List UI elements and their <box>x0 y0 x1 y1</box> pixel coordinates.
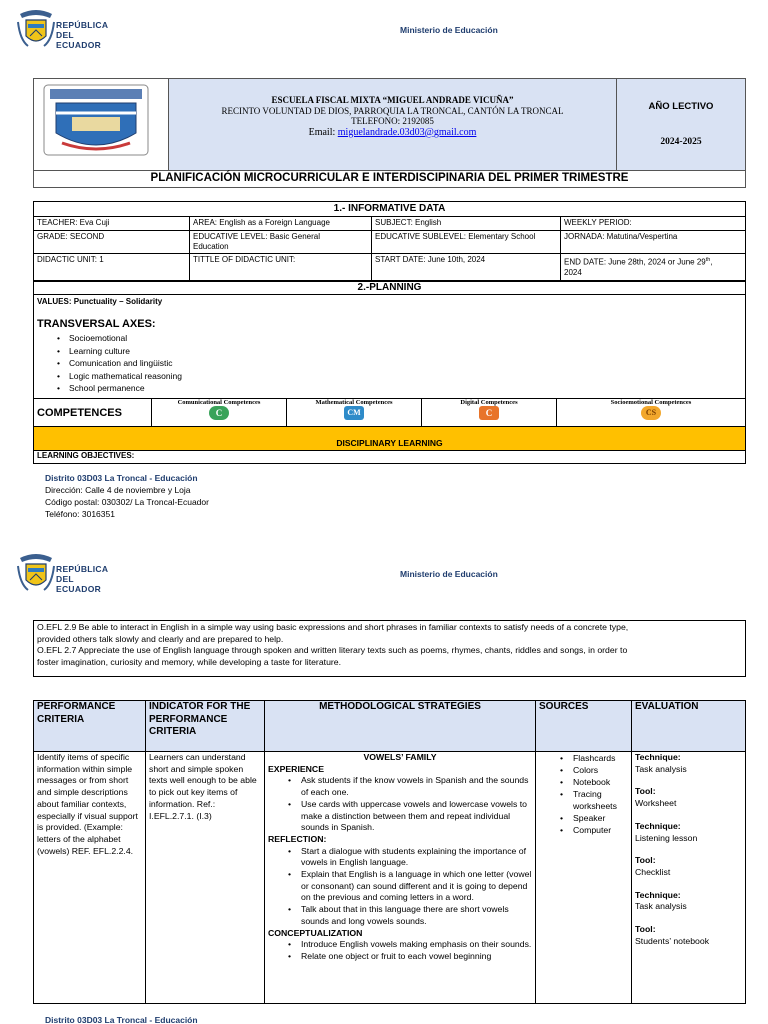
school-logo-cell <box>34 79 169 171</box>
unit-title-cell: TITTLE OF DIDACTIC UNIT: <box>190 254 372 281</box>
performance-table <box>33 700 746 1004</box>
values-text: VALUES: Punctuality – Solidarity <box>37 297 163 306</box>
page-footer <box>45 472 209 520</box>
evaluation-item: Tool: Students’ notebook <box>635 924 710 946</box>
digital-competence-icon: C <box>479 406 499 420</box>
objective-line: provided others talk slowly and clearly and are prepared to help. <box>37 633 284 644</box>
school-phone: TELEFONO: 2192085 <box>351 116 434 126</box>
ministry-name: Ministerio de Educación <box>400 25 498 35</box>
communicational-competence-icon: C <box>209 406 229 420</box>
header-methodological-strategies: METHODOLOGICAL STRATEGIES <box>265 701 536 752</box>
school-info-cell <box>169 79 617 171</box>
indicator-cell: Learners can understand short and simple spoken texts well enough to be able to pick out key items of information. Ref.: I.EFL.2.7.1. (I.3) <box>146 752 265 1004</box>
end-date-cell: END DATE: June 28th, 2024 or June 29th, 2024 <box>561 254 746 281</box>
evaluation-cell <box>632 752 746 1004</box>
ecuador-coat-of-arms-icon <box>16 552 56 596</box>
evaluation-item: Tool: Worksheet <box>635 786 677 809</box>
footer-address: Dirección: Calle 4 de noviembre y Loja <box>45 485 191 495</box>
header-sources: SOURCES <box>536 701 632 752</box>
socioemotional-competence-icon: CS <box>641 406 661 420</box>
list-item: • Tracing worksheets <box>538 788 629 812</box>
competence-socioemotional: Socioemotional Competences CS <box>557 399 746 427</box>
informative-data-table <box>33 201 746 281</box>
competence-mathematical: Mathematical Competences CM <box>287 399 422 427</box>
objectives-box <box>33 620 746 677</box>
conceptualization-list <box>268 939 532 962</box>
competence-digital: Digital Competences C <box>422 399 557 427</box>
planning-table <box>33 281 746 464</box>
ecuador-coat-of-arms-icon <box>16 8 56 52</box>
page-footer-2 <box>45 1014 198 1024</box>
strategies-cell <box>265 752 536 1004</box>
objective-line: foster imagination, curiosity and memory, while developing a taste for literature. <box>37 656 342 667</box>
republic-logo <box>16 550 116 598</box>
list-item: • Socioemotional <box>37 332 742 345</box>
evaluation-item: Technique: Task analysis <box>635 752 687 774</box>
evaluation-item: Tool: Checklist <box>635 855 671 877</box>
teacher-cell: TEACHER: Eva Cuji <box>34 217 190 231</box>
list-item: • Ask students if the know vowels in Spanish and the sounds of each one. <box>268 775 532 798</box>
republic-text: REPÚBLICA DEL ECUADOR <box>56 564 109 594</box>
list-item: • Notebook <box>538 776 629 788</box>
competence-communicational: Comunicational Competences C <box>152 399 287 427</box>
plan-title: PLANIFICACIÓN MICROCURRICULAR E INTERDISCIPINARIA DEL PRIMER TRIMESTRE <box>34 171 746 188</box>
school-email-line: Email: miguelandrade.03d03@gmail.com <box>308 126 477 138</box>
list-item: • School permanence <box>37 382 742 395</box>
list-item: • Computer <box>538 824 629 836</box>
objective-line: O.EFL 2.7 Appreciate the use of English language through spoken and written literary texts such as poems, rhymes, chants, riddles and songs, in order to <box>37 645 628 655</box>
experience-heading: EXPERIENCE <box>268 763 325 774</box>
header-indicator: INDICATOR FOR THE PERFORMANCE CRITERIA <box>146 701 265 752</box>
evaluation-item: Technique: Task analysis <box>635 889 687 912</box>
reflection-heading: REFLECTION: <box>268 833 327 844</box>
values-axes-cell <box>34 295 746 399</box>
disciplinary-learning-bar: DISCIPLINARY LEARNING <box>34 427 746 451</box>
subject-cell: SUBJECT: English <box>372 217 561 231</box>
list-item: • Logic mathematical reasoning <box>37 370 742 383</box>
didactic-unit-cell: DIDACTIC UNIT: 1 <box>34 254 190 281</box>
jornada-cell: JORNADA: Matutina/Vespertina <box>561 231 746 254</box>
transversal-axes-title: TRANSVERSAL AXES: <box>37 318 156 330</box>
list-item: • Colors <box>538 764 629 776</box>
weekly-period-cell: WEEKLY PERIOD: <box>561 217 746 231</box>
list-item: • Learning culture <box>37 345 742 358</box>
school-crest-icon <box>42 83 150 157</box>
educative-level-cell: EDUCATIVE LEVEL: Basic General Education <box>190 231 372 254</box>
school-email-link[interactable]: miguelandrade.03d03@gmail.com <box>337 126 477 138</box>
competences-label: COMPETENCES <box>34 399 152 427</box>
mathematical-competence-icon: CM <box>344 406 364 420</box>
school-year: 2024-2025 <box>660 137 702 147</box>
transversal-axes-list <box>37 332 742 395</box>
school-address: RECINTO VOLUNTAD DE DIOS, PARROQUIA LA TRONCAL, CANTÓN LA TRONCAL <box>221 105 564 116</box>
school-year-cell <box>617 79 746 171</box>
grade-cell: GRADE: SECOND <box>34 231 190 254</box>
sources-cell <box>536 752 632 1004</box>
ministry-name: Ministerio de Educación <box>400 569 498 579</box>
footer-district: Distrito 03D03 La Troncal - Educación <box>45 473 198 483</box>
republic-logo <box>16 6 116 54</box>
header-performance-criteria: PERFORMANCE CRITERIA <box>34 701 146 752</box>
list-item: • Speaker <box>538 812 629 824</box>
area-cell: AREA: English as a Foreign Language <box>190 217 372 231</box>
experience-list <box>268 775 532 834</box>
header-evaluation: EVALUATION <box>632 701 746 752</box>
objective-line: O.EFL 2.9 Be able to interact in English in a simple way using basic expressions and short phrases in familiar contexts to satisfy needs of a concrete type, <box>37 622 629 632</box>
list-item: • Flashcards <box>538 752 629 764</box>
list-item: • Introduce English vowels making emphasis on their sounds. <box>268 939 532 951</box>
sources-list <box>538 752 629 836</box>
educative-sublevel-cell: EDUCATIVE SUBLEVEL: Elementary School <box>372 231 561 254</box>
criteria-cell: Identify items of specific information within simple messages or from short and simple descriptions about familiar contexts, especially if visual support is provided. (Example: letters of the alphabet (vowels) REF. EFL.2.2.4. <box>34 752 146 1004</box>
footer-district: Distrito 03D03 La Troncal - Educación <box>45 1015 198 1024</box>
republic-text: REPÚBLICA DEL ECUADOR <box>56 20 109 50</box>
list-item: • Explain that English is a language in which one letter (vowel or consonant) can sound different and it is going to depend on the previous and coming letters in a word. <box>268 869 532 904</box>
evaluation-item: Technique: Listening lesson <box>635 820 698 843</box>
page-header <box>0 0 768 60</box>
school-name: ESCUELA FISCAL MIXTA “MIGUEL ANDRADE VICUÑA” <box>271 95 514 105</box>
school-header-table <box>33 78 746 188</box>
page-header-2 <box>0 544 768 604</box>
list-item: • Talk about that in this language there are short vowels sounds and long vowels sounds. <box>268 904 532 927</box>
reflection-list <box>268 846 532 928</box>
list-item: • Use cards with uppercase vowels and lowercase vowels to make a distinction between them and repeat individual sounds in Spanish. <box>268 799 532 834</box>
conceptualization-heading: CONCEPTUALIZATION <box>268 927 363 938</box>
strategy-title: VOWELS’ FAMILY <box>363 752 437 762</box>
list-item: • Relate one object or fruit to each vowel beginning <box>268 951 532 963</box>
learning-objectives-label: LEARNING OBJECTIVES: <box>34 451 746 464</box>
start-date-cell: START DATE: June 10th, 2024 <box>372 254 561 281</box>
school-year-label: AÑO LECTIVO <box>648 101 714 112</box>
planning-title: 2.-PLANNING <box>34 282 746 295</box>
list-item: • Comunication and lingüistic <box>37 357 742 370</box>
footer-phone: Teléfono: 3016351 <box>45 509 115 519</box>
list-item: • Start a dialogue with students explaining the importance of vowels in English language. <box>268 846 532 869</box>
footer-postal: Código postal: 030302/ La Troncal-Ecuador <box>45 497 209 507</box>
informative-data-title: 1.- INFORMATIVE DATA <box>34 202 746 217</box>
